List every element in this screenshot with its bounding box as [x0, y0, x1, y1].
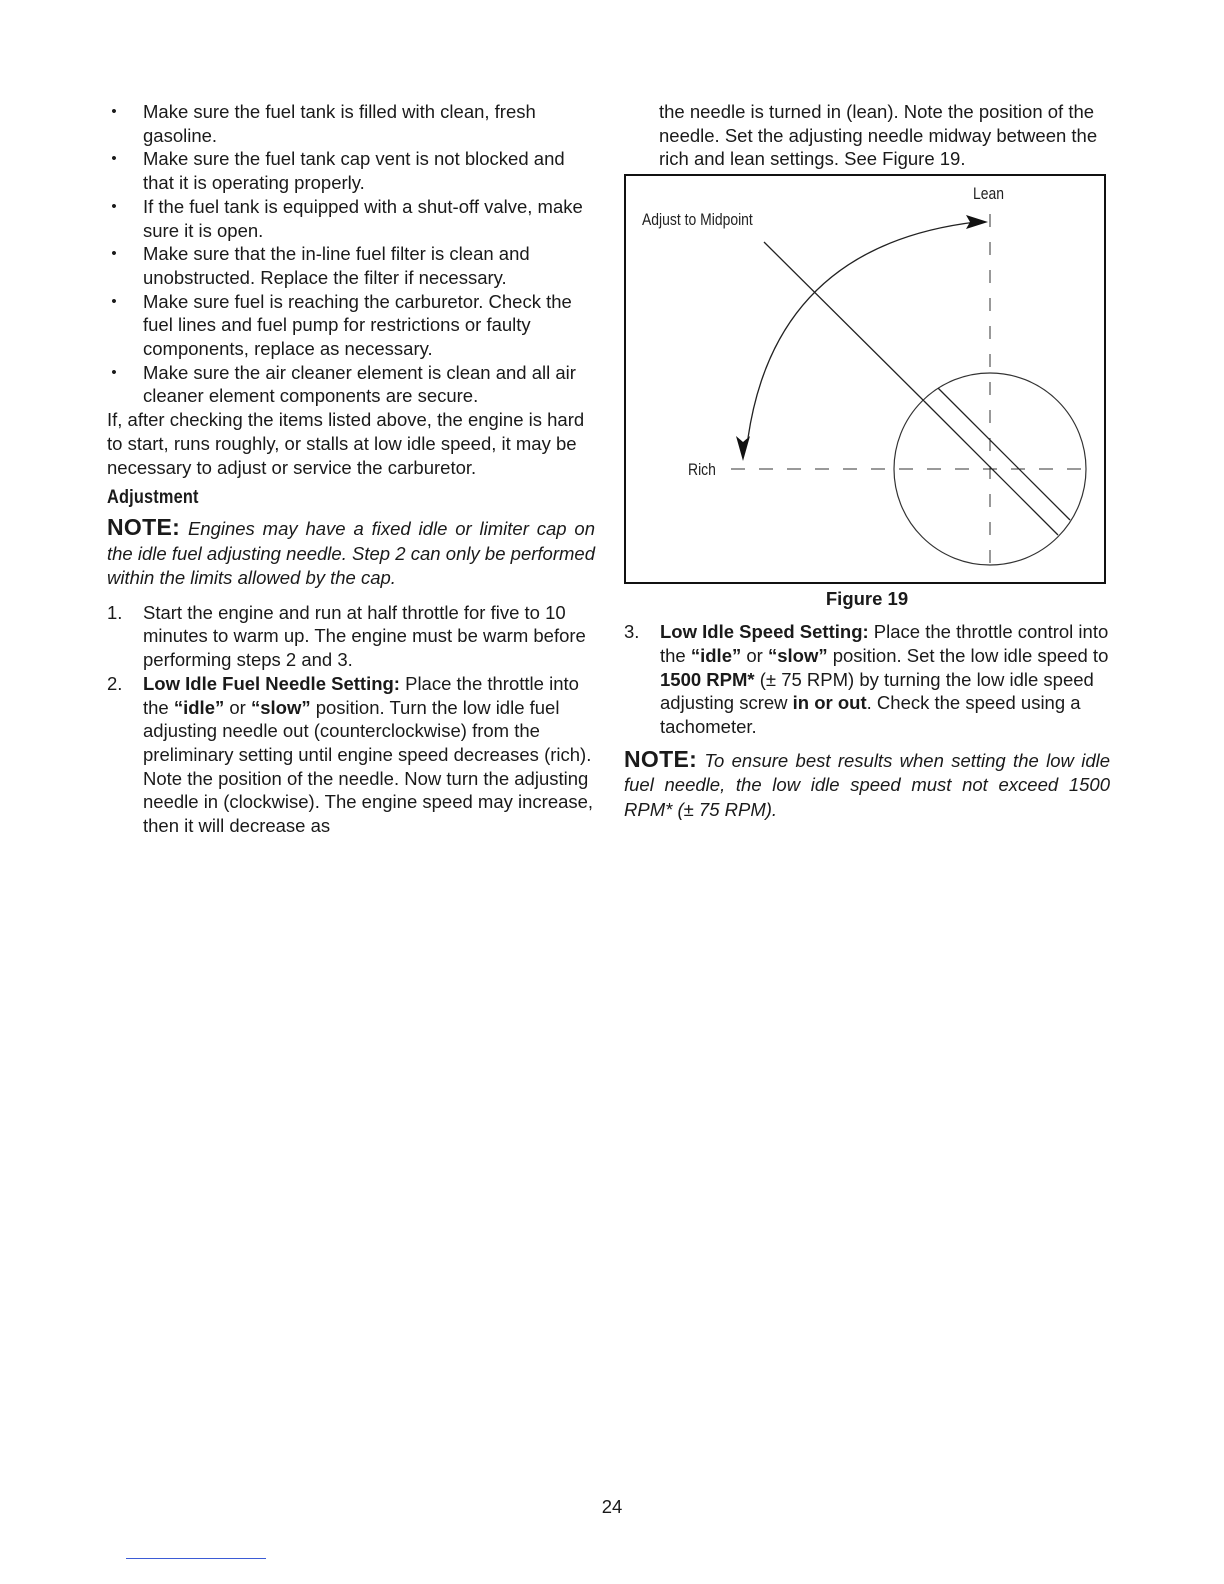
step-item — [107, 601, 595, 672]
note-label: NOTE: — [624, 745, 698, 772]
figure-caption: Figure 19 — [825, 588, 909, 610]
section-heading: Adjustment — [107, 487, 199, 509]
list-item-text: If the fuel tank is equipped with a shut-off valve, make sure it is open. — [143, 195, 583, 241]
list-item — [107, 361, 595, 408]
rpm-value: 1500 RPM* — [660, 668, 755, 690]
step-text: Place the throttle control into the — [660, 621, 1109, 666]
step-number: 3. — [624, 621, 640, 643]
list-item-text: Make sure fuel is reaching the carburetor. Check the fuel lines and fuel pump for restrictions or faulty components, replace as necessary. — [143, 290, 572, 360]
in-out-term: in or out — [792, 692, 867, 714]
bullet-icon: • — [111, 292, 117, 310]
step-item — [107, 672, 595, 838]
note-block — [107, 515, 595, 591]
right-column — [624, 100, 1110, 822]
list-item-text: Make sure the fuel tank is filled with clean, fresh gasoline. — [143, 101, 536, 146]
step-number: 2. — [107, 672, 123, 694]
step-text: (± 75 RPM) by turning the low idle speed adjusting screw — [660, 668, 1094, 714]
note-label: NOTE: — [107, 514, 181, 541]
needle-adjustment-diagram — [626, 176, 1108, 586]
note-block — [624, 747, 1110, 823]
note-text: To ensure best results when setting the low idle fuel needle, the low idle speed must not exceed 1500 RPM* (± 75 RPM). — [624, 749, 1111, 820]
slow-term: “slow” — [250, 696, 311, 718]
lean-arrow-icon — [966, 215, 988, 229]
list-item-text: Make sure the fuel tank cap vent is not blocked and that it is operating properly. — [143, 148, 565, 194]
step-title: Low Idle Speed Setting: — [660, 621, 869, 643]
list-item-text: Make sure that the in-line fuel filter is clean and unobstructed. Replace the filter if necessary. — [143, 243, 530, 288]
rich-label: Rich — [688, 460, 716, 480]
checklist — [107, 100, 595, 408]
step-text: or — [224, 696, 251, 718]
list-item — [107, 147, 595, 194]
adjustment-arc — [748, 222, 976, 438]
step-number: 1. — [107, 601, 123, 623]
page-number: 24 — [601, 1496, 623, 1517]
midpoint-line — [764, 242, 924, 401]
figure-19 — [624, 174, 1106, 584]
rich-arrow-icon — [736, 436, 750, 461]
midpoint-label: Adjust to Midpoint — [642, 210, 753, 230]
bullet-icon: • — [111, 197, 117, 215]
bullet-icon: • — [111, 150, 117, 168]
step-text: Place the throttle into the — [143, 672, 579, 718]
step-text: position. Set the low idle speed to — [827, 644, 1109, 666]
continuation-text: the needle is turned in (lean). Note the position of the needle. Set the adjusting needle midway between the rich and lean settings. See Figure 19. — [659, 101, 1098, 170]
step-text: or — [741, 644, 768, 666]
bullet-icon: • — [111, 245, 117, 263]
list-item — [107, 242, 595, 289]
list-item — [107, 195, 595, 242]
list-item — [107, 290, 595, 361]
bullet-icon: • — [111, 363, 117, 381]
steps-list — [107, 601, 595, 838]
list-item-text: Make sure the air cleaner element is clean and all air cleaner element components are secure. — [143, 361, 576, 407]
bullet-icon: • — [111, 103, 117, 120]
step-title: Low Idle Fuel Needle Setting: — [143, 672, 400, 694]
note-text: Engines may have a fixed idle or limiter cap on the idle fuel adjusting needle. Step 2 can only be performed within the limits allowed by the cap. — [107, 518, 596, 589]
intro-paragraph: If, after checking the items listed above, the engine is hard to start, runs roughly, or stalls at low idle speed, it may be necessary to adjust or service the carburetor. — [107, 409, 585, 478]
list-item — [107, 100, 595, 147]
step-item — [624, 620, 1110, 739]
needle-slot-line — [938, 388, 1070, 520]
step-text: position. Turn the low idle fuel adjusting needle out (counterclockwise) from the preliminary setting until engine speed decreases (rich). Note the position of the needle. Now turn the adjusting needle in (clockwise). The engine speed may increase, then it will decrease as — [143, 696, 594, 837]
idle-term: “idle” — [173, 696, 225, 718]
steps-list — [624, 620, 1110, 739]
idle-term: “idle” — [690, 644, 742, 666]
lean-label: Lean — [973, 184, 1005, 204]
needle-slot-line — [924, 401, 1058, 535]
left-column — [107, 100, 595, 838]
step-text: . Check the speed using a tachometer. — [660, 692, 1081, 737]
slow-term: “slow” — [767, 644, 828, 666]
footer-rule — [126, 1558, 266, 1559]
step-text: Start the engine and run at half throttle for five to 10 minutes to warm up. The engine must be warm before performing steps 2 and 3. — [143, 601, 586, 671]
